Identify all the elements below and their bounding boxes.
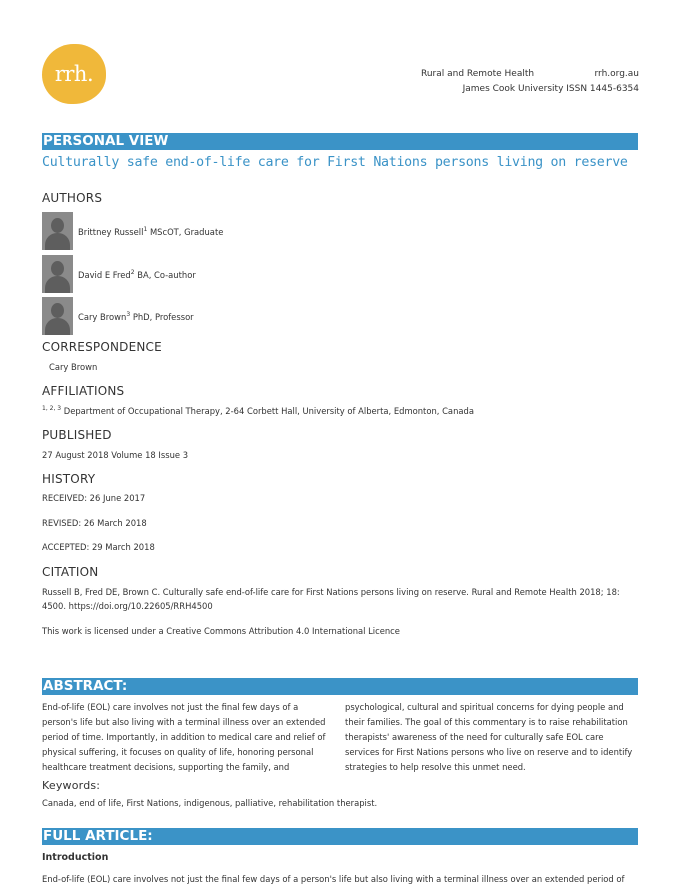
license-text[interactable]: This work is licensed under a Creative Commons Attribution 4.0 International Licence	[42, 626, 400, 636]
author-role: PhD, Professor	[130, 311, 194, 322]
avatar	[42, 297, 73, 335]
history-received: RECEIVED: 26 June 2017	[42, 493, 146, 503]
history-heading: HISTORY	[42, 472, 96, 486]
author-role: MScOT, Graduate	[147, 226, 224, 237]
avatar	[42, 255, 73, 293]
full-article-bar: FULL ARTICLE:	[42, 828, 638, 845]
citation-heading: CITATION	[42, 565, 99, 579]
affiliations-value: $^{1, 2, 3}$ Department of Occupational Therapy, 2-64 Corbett Hall, University of Alberta, Edmonton, Canada	[42, 405, 474, 416]
correspondence-value[interactable]: Cary Brown	[49, 362, 98, 372]
body-first-line: End-of-life (EOL) care involves not just the final few days of a person's life but also living with a terminal illness over an extended period of	[42, 874, 625, 884]
history-revised: REVISED: 26 March 2018	[42, 518, 147, 528]
author-item: Brittney Russell$^1$ MScOT, Graduate	[42, 212, 223, 250]
author-name: Cary Brown	[78, 311, 127, 322]
author-name: David E Fred	[78, 269, 131, 280]
introduction-heading: Introduction	[42, 852, 109, 863]
keywords-heading: Keywords:	[42, 779, 101, 792]
published-value: 27 August 2018 Volume 18 Issue 3	[42, 450, 189, 460]
publisher-issn: James Cook University ISSN 1445-6354	[462, 84, 639, 94]
citation-doi[interactable]: 4500. https://doi.org/10.22605/RRH4500	[42, 601, 213, 611]
authors-heading: AUTHORS	[42, 191, 103, 205]
abstract-bar: ABSTRACT:	[42, 678, 638, 695]
history-accepted: ACCEPTED: 29 March 2018	[42, 542, 155, 552]
journal-name: Rural and Remote Health	[421, 69, 535, 79]
published-heading: PUBLISHED	[42, 428, 112, 442]
abstract-left-column: End-of-life (EOL) care involves not just the final few days of a person's life but also living with a terminal illness over an extended period of time. Importantly, in addition to medical care and relief of physical suffering, it focuses on quality of life, honoring personal healthcare treatment decisions, supporting the family, and	[42, 702, 326, 772]
author-item: Cary Brown$^3$ PhD, Professor	[42, 297, 194, 335]
correspondence-heading: CORRESPONDENCE	[42, 340, 162, 354]
affiliations-heading: AFFILIATIONS	[42, 384, 125, 398]
author-item: David E Fred$^2$ BA, Co-author	[42, 255, 196, 293]
article-title: Culturally safe end-of-life care for First Nations persons living on reserve	[42, 155, 628, 170]
avatar	[42, 212, 73, 250]
logo-text: rrh.	[54, 62, 94, 86]
keywords-value: Canada, end of life, First Nations, indigenous, palliative, rehabilitation therapist.	[42, 798, 378, 808]
author-role: BA, Co-author	[134, 269, 196, 280]
category-bar: PERSONAL VIEW	[42, 133, 638, 150]
journal-site[interactable]: rrh.org.au	[594, 69, 639, 79]
author-name: Brittney Russell	[78, 226, 144, 237]
abstract-right-column: psychological, cultural and spiritual concerns for dying people and their families. The goal of this commentary is to raise rehabilitation therapists' awareness of the need for culturally safe EOL care services for First Nations persons who live on reserve and to identify strategies to help resolve this unmet need.	[345, 702, 633, 772]
rrh-logo[interactable]	[42, 44, 106, 104]
journal-header	[421, 69, 639, 79]
citation-line1: Russell B, Fred DE, Brown C. Culturally safe end-of-life care for First Nations persons living on reserve. Rural and Remote Health 2018; 18:	[42, 587, 620, 597]
